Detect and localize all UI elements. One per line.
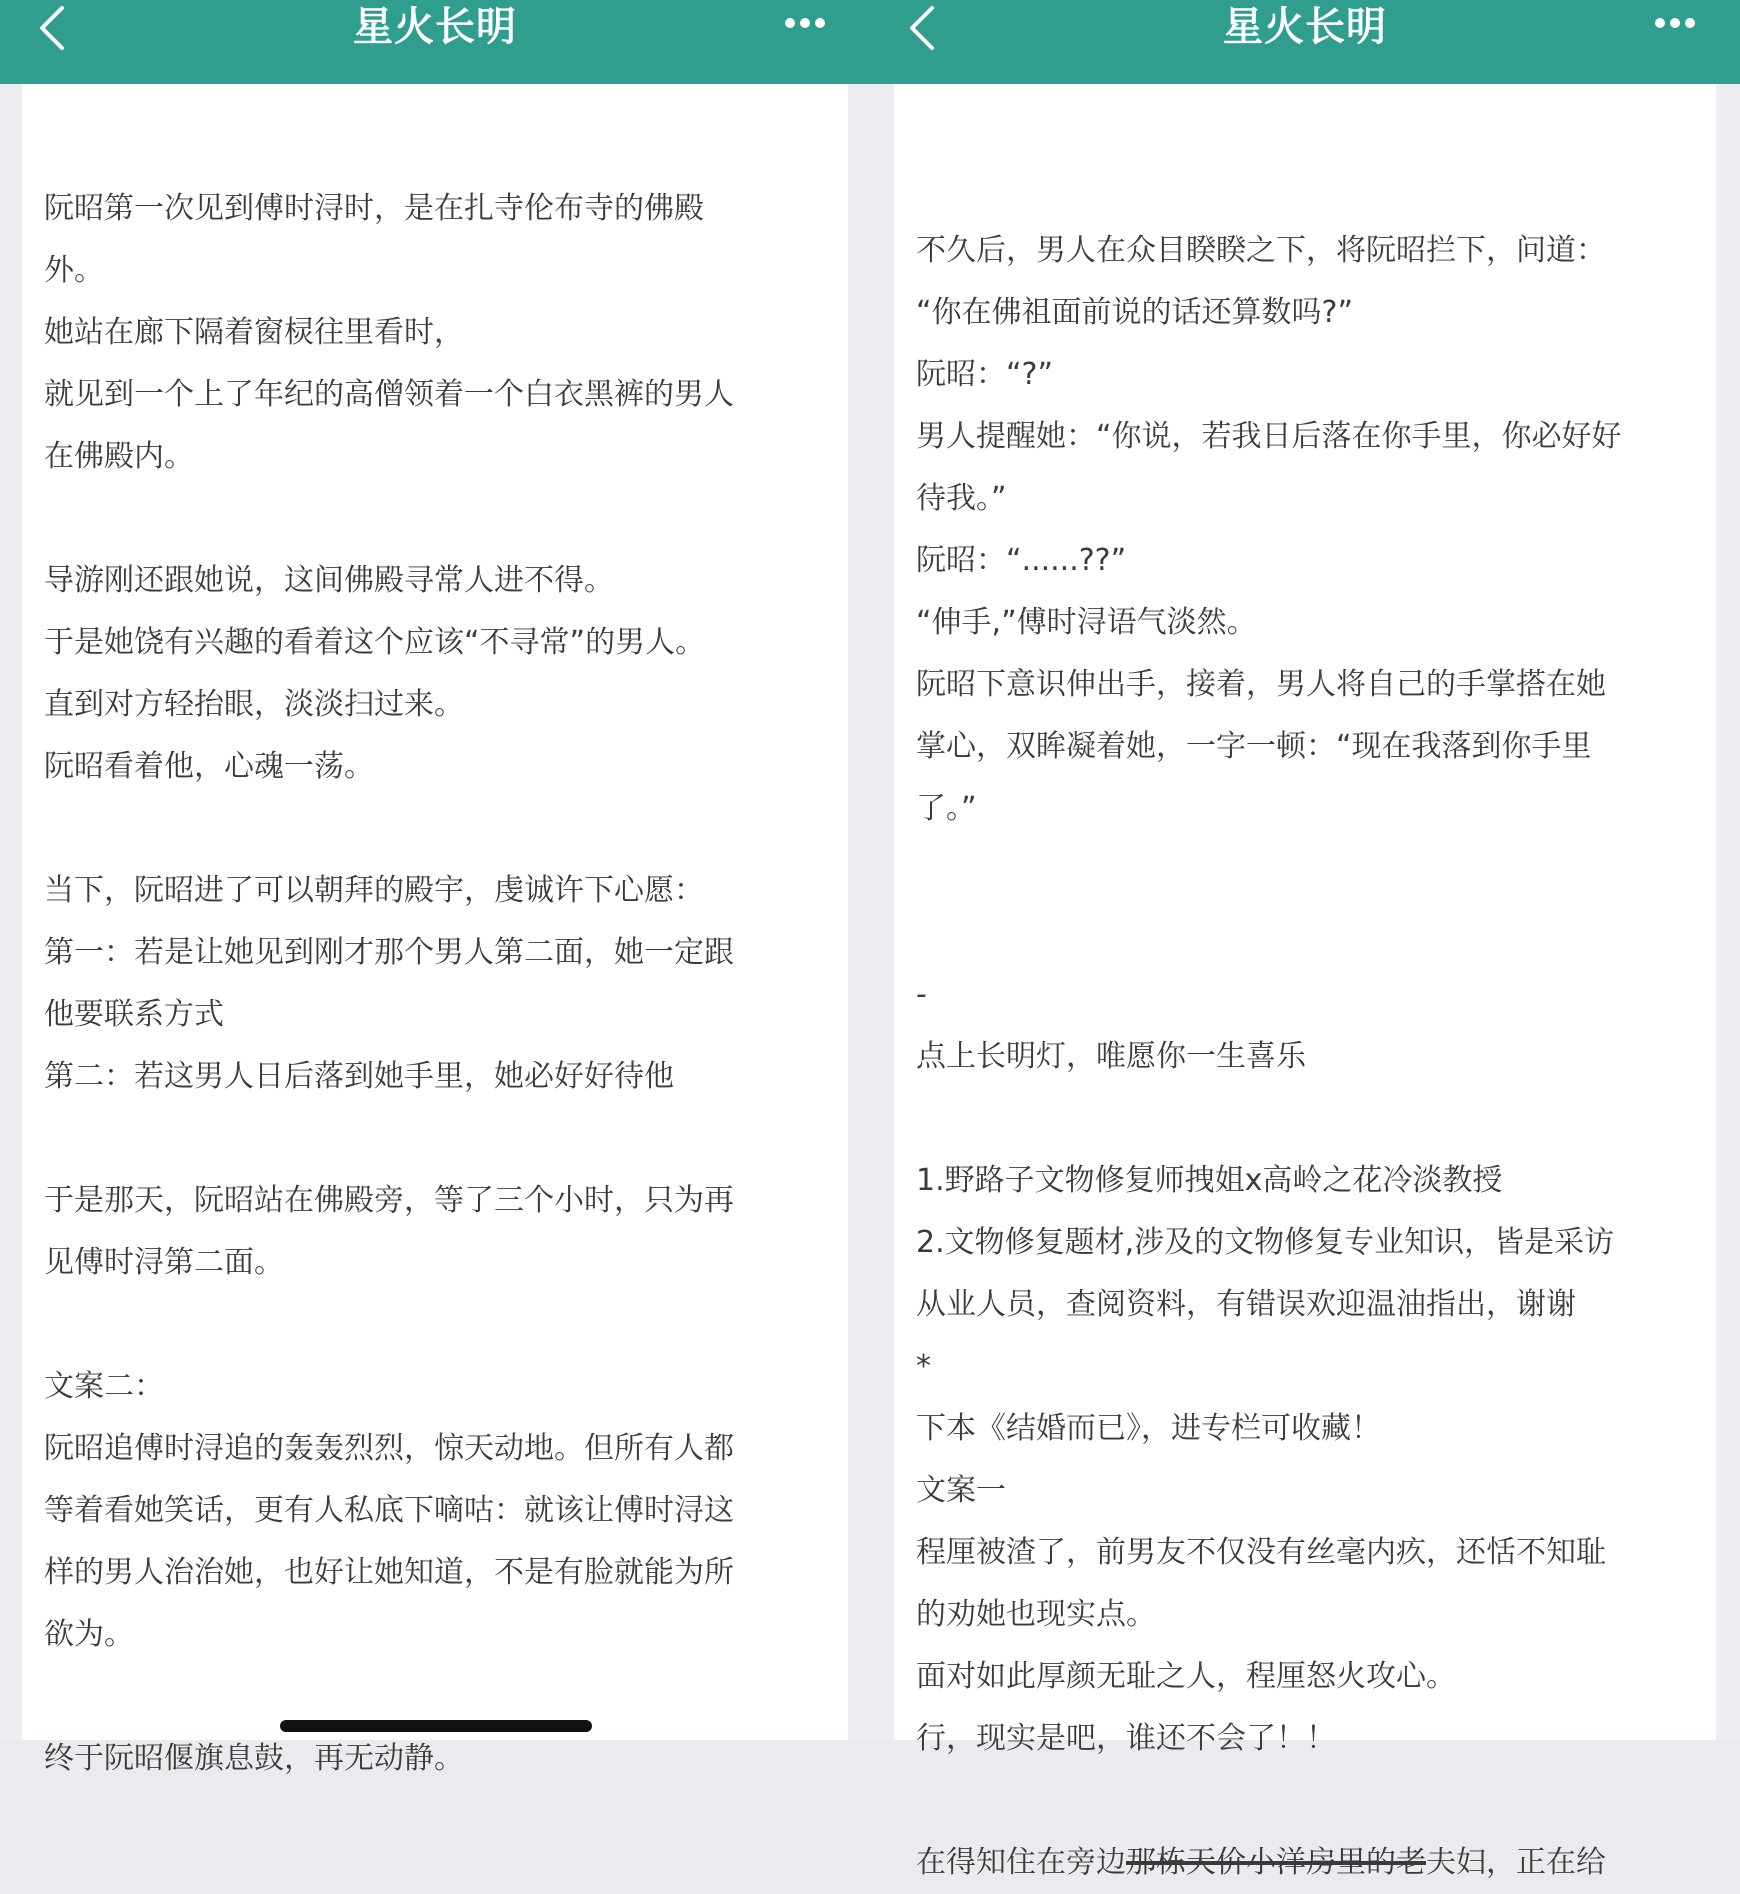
text-line: 阮昭下意识伸出手，接着，男人将自己的手掌搭在她 [916, 667, 1606, 702]
text-line: 不久后，男人在众目睽睽之下，将阮昭拦下，问道： [916, 233, 1606, 268]
text-line: 导游刚还跟她说，这间佛殿寻常人进不得。 [44, 563, 614, 598]
blank-line [916, 1770, 1702, 1832]
text-line: 外。 [44, 253, 104, 288]
text-line: 下本《结婚而已》，进专栏可收藏！ [916, 1411, 1381, 1446]
blank-line [44, 488, 834, 550]
content-card [894, 84, 1716, 1880]
blank-line [916, 1088, 1702, 1150]
text-line: 阮昭：“?” [916, 357, 1054, 392]
book-synopsis-text [44, 178, 834, 1790]
text-line: 行，现实是吧，谁还不会了！！ [916, 1721, 1336, 1756]
struck-text-segment: 那栋天价小洋房里的老 [1126, 1845, 1426, 1880]
text-line: 等着看她笑话，更有人私底下嘀咕：就该让傅时浔这 [44, 1493, 734, 1528]
left-reader-screen [0, 0, 870, 1776]
text-line: 面对如此厚颜无耻之人，程厘怒火攻心。 [916, 1659, 1456, 1694]
more-dots-icon[interactable] [784, 16, 826, 30]
text-line: - [916, 977, 927, 1012]
text-segment: 夫妇，正在给 [1426, 1845, 1606, 1880]
top-navigation-bar [0, 0, 870, 84]
text-segment: 在得知住在旁边 [916, 1845, 1126, 1880]
page-title: 星火长明 [1223, 4, 1387, 50]
text-line: 了。” [916, 791, 977, 826]
right-reader-screen [870, 0, 1740, 1880]
blank-line [44, 798, 834, 860]
text-line: 阮昭追傅时浔追的轰轰烈烈，惊天动地。但所有人都 [44, 1431, 734, 1466]
text-line: 的劝她也现实点。 [916, 1597, 1156, 1632]
text-line: 文案一 [916, 1473, 1006, 1508]
text-line: 文案二： [44, 1369, 164, 1404]
blank-line [44, 1108, 834, 1170]
text-line: 当下，阮昭进了可以朝拜的殿宇，虔诚许下心愿： [44, 873, 704, 908]
blank-line [916, 840, 1702, 902]
book-synopsis-text [916, 220, 1702, 1894]
text-line: 她站在廊下隔着窗棂往里看时， [44, 315, 464, 350]
text-line: “伸手,”傅时浔语气淡然。 [916, 605, 1257, 640]
top-navigation-bar [870, 0, 1740, 84]
text-line: 于是她饶有兴趣的看着这个应该“不寻常”的男人。 [44, 625, 706, 660]
blank-line [916, 902, 1702, 964]
text-line: 第二：若这男人日后落到她手里，她必好好待他 [44, 1059, 674, 1094]
text-line: 阮昭：“......??” [916, 543, 1127, 578]
text-line: 从业人员，查阅资料，有错误欢迎温油指出，谢谢 [916, 1287, 1576, 1322]
text-line: 1.野路子文物修复师拽姐x高岭之花冷淡教授 [916, 1163, 1503, 1198]
content-card [22, 84, 848, 1776]
text-line: 男人提醒她：“你说，若我日后落在你手里，你必好好 [916, 419, 1622, 454]
text-line: 于是那天，阮昭站在佛殿旁，等了三个小时，只为再 [44, 1183, 734, 1218]
home-indicator[interactable] [280, 1720, 592, 1732]
text-line: 掌心，双眸凝着她，一字一顿：“现在我落到你手里 [916, 729, 1592, 764]
more-dots-icon[interactable] [1654, 16, 1696, 30]
text-line: 直到对方轻抬眼，淡淡扫过来。 [44, 687, 464, 722]
text-line: 阮昭第一次见到傅时浔时，是在扎寺伦布寺的佛殿 [44, 191, 704, 226]
page-title: 星火长明 [353, 4, 517, 50]
blank-line [44, 1294, 834, 1356]
text-line: 他要联系方式 [44, 997, 224, 1032]
text-line: 见傅时浔第二面。 [44, 1245, 284, 1280]
text-line: 程厘被渣了，前男友不仅没有丝毫内疚，还恬不知耻 [916, 1535, 1606, 1570]
text-line: 在佛殿内。 [44, 439, 194, 474]
text-line [916, 1832, 1702, 1894]
text-line: 终于阮昭偃旗息鼓，再无动静。 [44, 1741, 464, 1776]
text-line: 就见到一个上了年纪的高僧领着一个白衣黑裤的男人 [44, 377, 734, 412]
text-line: 阮昭看着他，心魂一荡。 [44, 749, 374, 784]
text-line: 点上长明灯，唯愿你一生喜乐 [916, 1039, 1306, 1074]
text-line: * [916, 1349, 931, 1384]
blank-line [44, 1666, 834, 1728]
text-line: 欲为。 [44, 1617, 134, 1652]
text-line: 待我。” [916, 481, 1007, 516]
text-line: 样的男人治治她，也好让她知道，不是有脸就能为所 [44, 1555, 734, 1590]
text-line: “你在佛祖面前说的话还算数吗?” [916, 295, 1354, 330]
text-line: 2.文物修复题材,涉及的文物修复专业知识，皆是采访 [916, 1225, 1615, 1260]
text-line: 第一：若是让她见到刚才那个男人第二面，她一定跟 [44, 935, 734, 970]
